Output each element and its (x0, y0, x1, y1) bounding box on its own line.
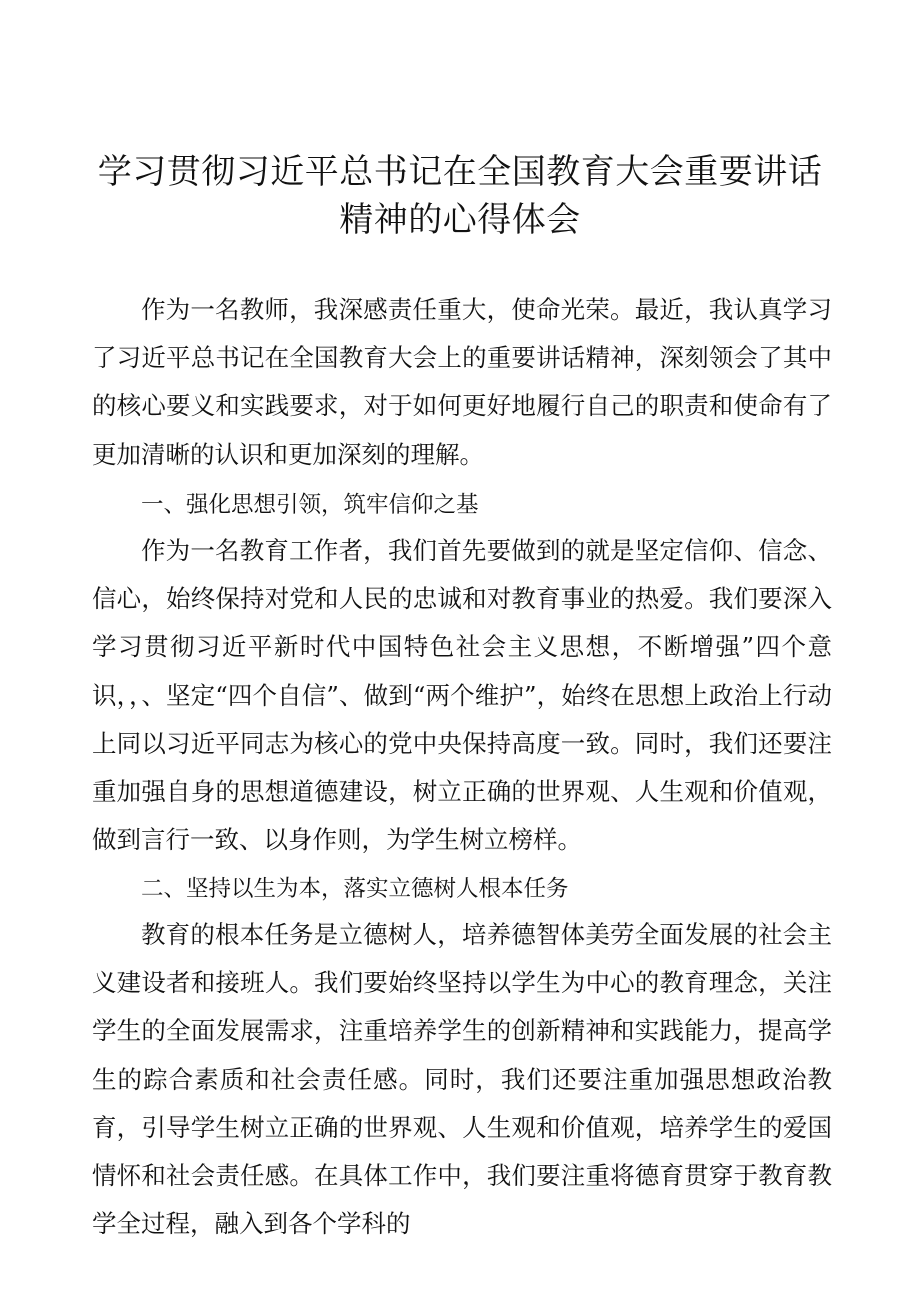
section-paragraph-1: 作为一名教育工作者，我们首先要做到的就是坚定信仰、信念、信心，始终保持对党和人民的忠诚和对教育事业的热爱。我们要深入学习贯彻习近平新时代中国特色社会主义思想，不断增强”四个意识，，、坚定“四个自信”、做到“两个维护”，始终在思想上政治上行动上同以习近平同志为核心的党中央保持高度一致。同时，我们还要注重加强自身的思想道德建设，树立正确的世界观、人生观和价值观，做到言行一致、以身作则，为学生树立榜样。 (92, 536, 832, 855)
section-heading-2: 二、坚持以生为本，落实立德树人根本任务 (141, 876, 569, 902)
document-title-line-2: 精神的心得体会 (339, 200, 581, 240)
intro-paragraph: 作为一名教师，我深感责任重大，使命光荣。最近，我认真学习了习近平总书记在全国教育大会上的重要讲话精神，深刻领会了其中的核心要义和实践要求，对于如何更好地履行自己的职责和使命有了更加清晰的认识和更加深刻的理解。 (92, 295, 832, 469)
section-paragraph-2: 教育的根本任务是立德树人，培养德智体美劳全面发展的社会主义建设者和接班人。我们要始终坚持以学生为中心的教育理念，关注学生的全面发展需求，注重培养学生的创新精神和实践能力，提高学生的踪合素质和社会责任感。同时，我们还要注重加强思想政治教育，引导学生树立正确的世界观、人生观和价值观，培养学生的爱国情怀和社会责任感。在具体工作中，我们要注重将德育贯穿于教育教学全过程，融入到各个学科的 (92, 920, 832, 1239)
document-title-line-1: 学习贯彻习近平总书记在全国教育大会重要讲话 (97, 152, 823, 192)
section-heading-1: 一、强化思想引领，筑牢信仰之基 (141, 492, 479, 518)
